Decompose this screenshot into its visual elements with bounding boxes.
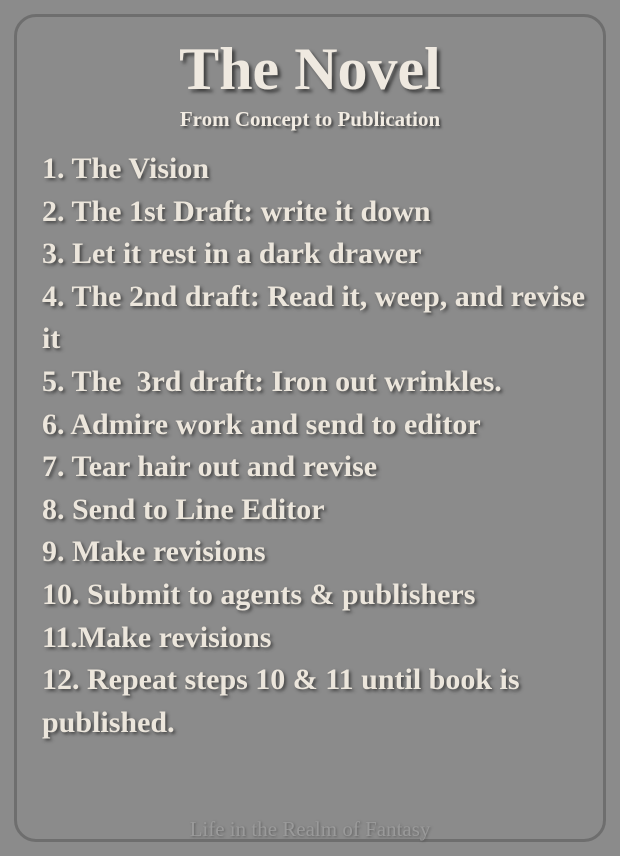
list-item: 2. The 1st Draft: write it down (42, 194, 431, 228)
list-item: 7. Tear hair out and revise (42, 450, 378, 484)
list-item: 12. Repeat steps 10 & 11 until book is published. (42, 663, 528, 739)
list-item: 9. Make revisions (42, 535, 266, 569)
list-item: 11.Make revisions (42, 620, 272, 654)
steps-list (32, 148, 593, 744)
list-item: 5. The 3rd draft: Iron out wrinkles. (42, 364, 502, 398)
list-item: 10. Submit to agents & publishers (42, 577, 476, 611)
page-subtitle: From Concept to Publication (179, 107, 441, 131)
list-item: 4. The 2nd draft: Read it, weep, and revise it (42, 279, 593, 356)
page-title: The Novel (179, 36, 441, 102)
poster-content (8, 8, 612, 848)
list-item: 8. Send to Line Editor (42, 492, 325, 526)
list-item: 1. The Vision (42, 152, 210, 185)
poster-footer: Life in the Realm of Fantasy (189, 817, 431, 841)
list-item: 3. Let it rest in a dark drawer (42, 237, 422, 271)
list-item: 6. Admire work and send to editor (42, 407, 481, 441)
